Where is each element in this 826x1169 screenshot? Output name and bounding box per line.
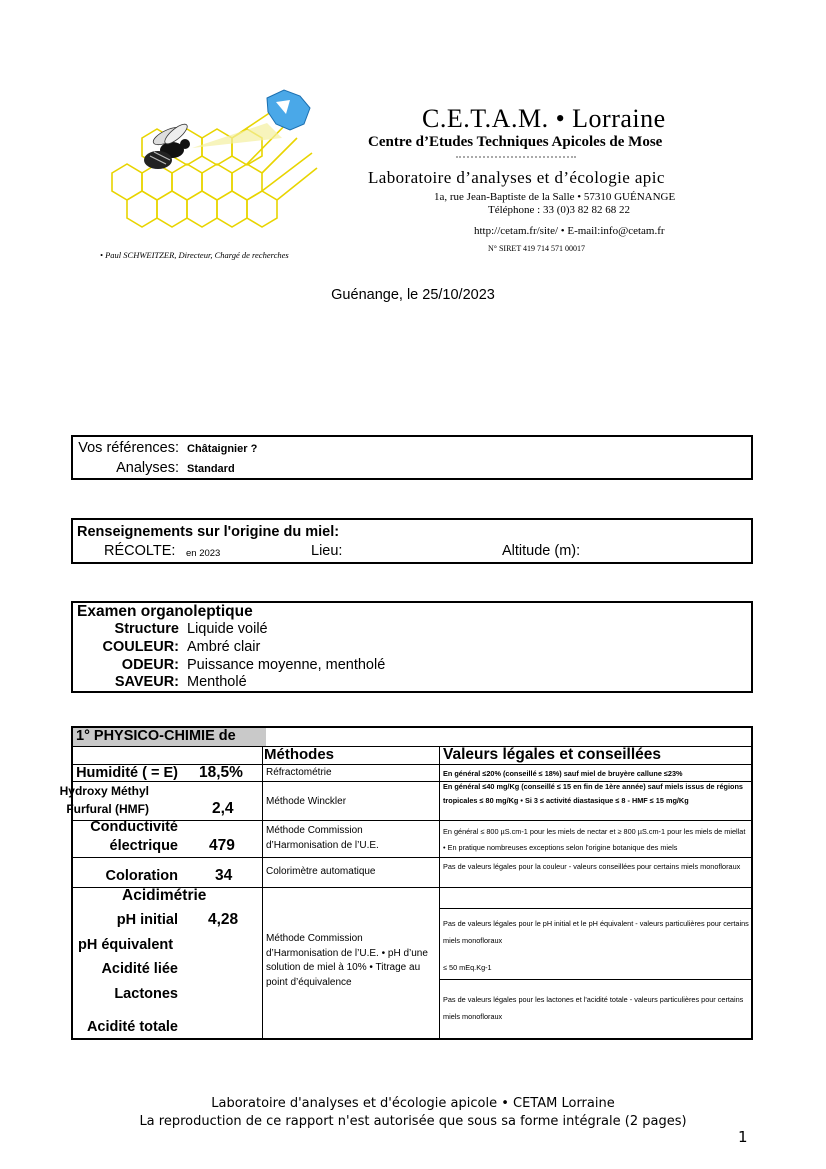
hmf-label-2: Furfural (HMF) [66, 802, 149, 816]
methods-header: Méthodes [264, 746, 335, 763]
footer-line-1: Laboratoire d'analyses et d'écologie apicole • CETAM Lorraine [211, 1096, 615, 1111]
humidity-legal: En général ≤20% (conseillé ≤ 18%) sauf miel de bruyère callune ≤23% [443, 769, 683, 778]
references-box [71, 435, 753, 480]
director-note: • Paul SCHWEITZER, Directeur, Chargé de recherches [100, 250, 289, 260]
physico-title-cell [73, 728, 266, 746]
date-line: Guénange, le 25/10/2023 [331, 287, 495, 303]
lieu-label: Lieu: [311, 543, 343, 559]
grid-line [440, 979, 751, 980]
coloration-legal: Pas de valeurs légales pour la couleur - valeurs conseillées pour certains miels monofloraux [443, 862, 741, 871]
structure-value: Liquide voilé [187, 621, 268, 637]
conductivity-value: 479 [209, 837, 235, 854]
couleur-value: Ambré clair [187, 639, 261, 655]
acidite-liee-legal: ≤ 50 mEq.Kg-1 [443, 963, 492, 972]
humidity-label: Humidité ( = E) [76, 765, 178, 781]
hmf-legal: En général ≤40 mg/Kg (conseillé ≤ 15 en fin de 1ère année) sauf miels issus de régions tropicales ≤ 80 mg/Kg • Si 3 ≤ activité diastasique ≤ 8 - HMF ≤ 15 mg/Kg [443, 782, 743, 805]
odeur-label: ODEUR: [121, 657, 179, 673]
analyses-label: Analyses: [116, 460, 179, 476]
physico-title: 1° PHYSICO-CHIMIE de [76, 728, 236, 744]
coloration-method: Colorimètre automatique [266, 866, 376, 877]
conductivity-method: Méthode Commission d’Harmonisation de l’U.E. [266, 825, 379, 851]
acidite-liee-label: Acidité liée [101, 961, 178, 977]
org-subtitle: Centre d’Etudes Techniques Apicoles de Mose [368, 134, 663, 150]
separator-dots [456, 156, 576, 162]
acidite-totale-label: Acidité totale [86, 1019, 178, 1035]
legal-values-header: Valeurs légales et conseillées [443, 746, 661, 763]
footer-line-2: La reproduction de ce rapport n'est autorisée que sous sa forme intégrale (2 pages) [139, 1114, 687, 1129]
lactones-legal: Pas de valeurs légales pour les lactones et l'acidité totale - valeurs particulières pour certains miels monofloraux [443, 995, 744, 1021]
grid-line [262, 746, 263, 1038]
siret: N° SIRET 419 714 571 00017 [488, 244, 586, 253]
coloration-label: Coloration [105, 868, 178, 884]
grid-line [439, 746, 440, 1038]
letterhead [72, 78, 752, 270]
address: 1a, rue Jean-Baptiste de la Salle • 57310 GUÉNANGE [434, 191, 676, 203]
web-email: http://cetam.fr/site/ • E-mail:info@cetam.fr [474, 225, 665, 237]
physico-table [59, 726, 753, 1040]
vos-references-label: Vos références: [78, 440, 179, 456]
france-map-icon [267, 90, 310, 130]
altitude-label: Altitude (m): [502, 543, 581, 559]
structure-label: Structure [114, 621, 179, 637]
recolte-value: en 2023 [186, 548, 221, 559]
vos-references-value: Châtaignier ? [187, 443, 258, 455]
bee-honeycomb-logo [72, 78, 362, 258]
page-number: 1 [738, 1128, 748, 1146]
hmf-label-1: Hydroxy Méthyl [59, 784, 149, 798]
ph-initial-value: 4,28 [208, 911, 239, 928]
analyses-value: Standard [187, 463, 235, 475]
couleur-label: COULEUR: [102, 639, 179, 655]
conductivity-label-2: électrique [109, 838, 178, 854]
recolte-label: RÉCOLTE: [104, 543, 176, 559]
hmf-value: 2,4 [212, 800, 234, 817]
ph-equivalent-label: pH équivalent [78, 937, 174, 953]
saveur-value: Mentholé [187, 674, 247, 690]
grid-line [440, 908, 751, 909]
conductivity-label-1: Conductivité [90, 819, 178, 835]
acidimetry-method: Méthode Commission d’Harmonisation de l’U.E. • pH d’une solution de miel à 10% • Titrage au point d’équivalence [266, 933, 428, 988]
origin-title: Renseignements sur l'origine du miel: [77, 524, 340, 540]
lactones-label: Lactones [114, 986, 178, 1002]
phone: Téléphone : 33 (0)3 82 82 68 22 [488, 204, 631, 216]
odeur-value: Puissance moyenne, mentholé [187, 657, 386, 673]
organoleptic-title: Examen organoleptique [77, 603, 253, 620]
saveur-label: SAVEUR: [114, 674, 179, 690]
acidimetry-title: Acidimétrie [122, 887, 207, 904]
grid-line [73, 857, 751, 858]
humidity-method: Réfractométrie [266, 767, 332, 778]
ph-legal: Pas de valeurs légales pour le pH initial et le pH équivalent - valeurs particulières pour certains miels monofloraux [443, 919, 749, 945]
origin-box [71, 518, 753, 564]
organoleptic-box [71, 601, 753, 693]
lab-name: Laboratoire d’analyses et d’écologie apic [368, 168, 665, 187]
coloration-value: 34 [215, 867, 233, 884]
ph-initial-label: pH initial [116, 912, 178, 928]
hmf-method: Méthode Winckler [266, 796, 347, 807]
org-name: C.E.T.A.M. • Lorraine [422, 104, 666, 133]
conductivity-legal: En général ≤ 800 µS.cm-1 pour les miels de nectar et ≥ 800 µS.cm-1 pour les miels de miellat • En pratique nombreuses exceptions selon l'origine botanique des miels [443, 827, 746, 853]
humidity-value: 18,5% [199, 764, 243, 781]
